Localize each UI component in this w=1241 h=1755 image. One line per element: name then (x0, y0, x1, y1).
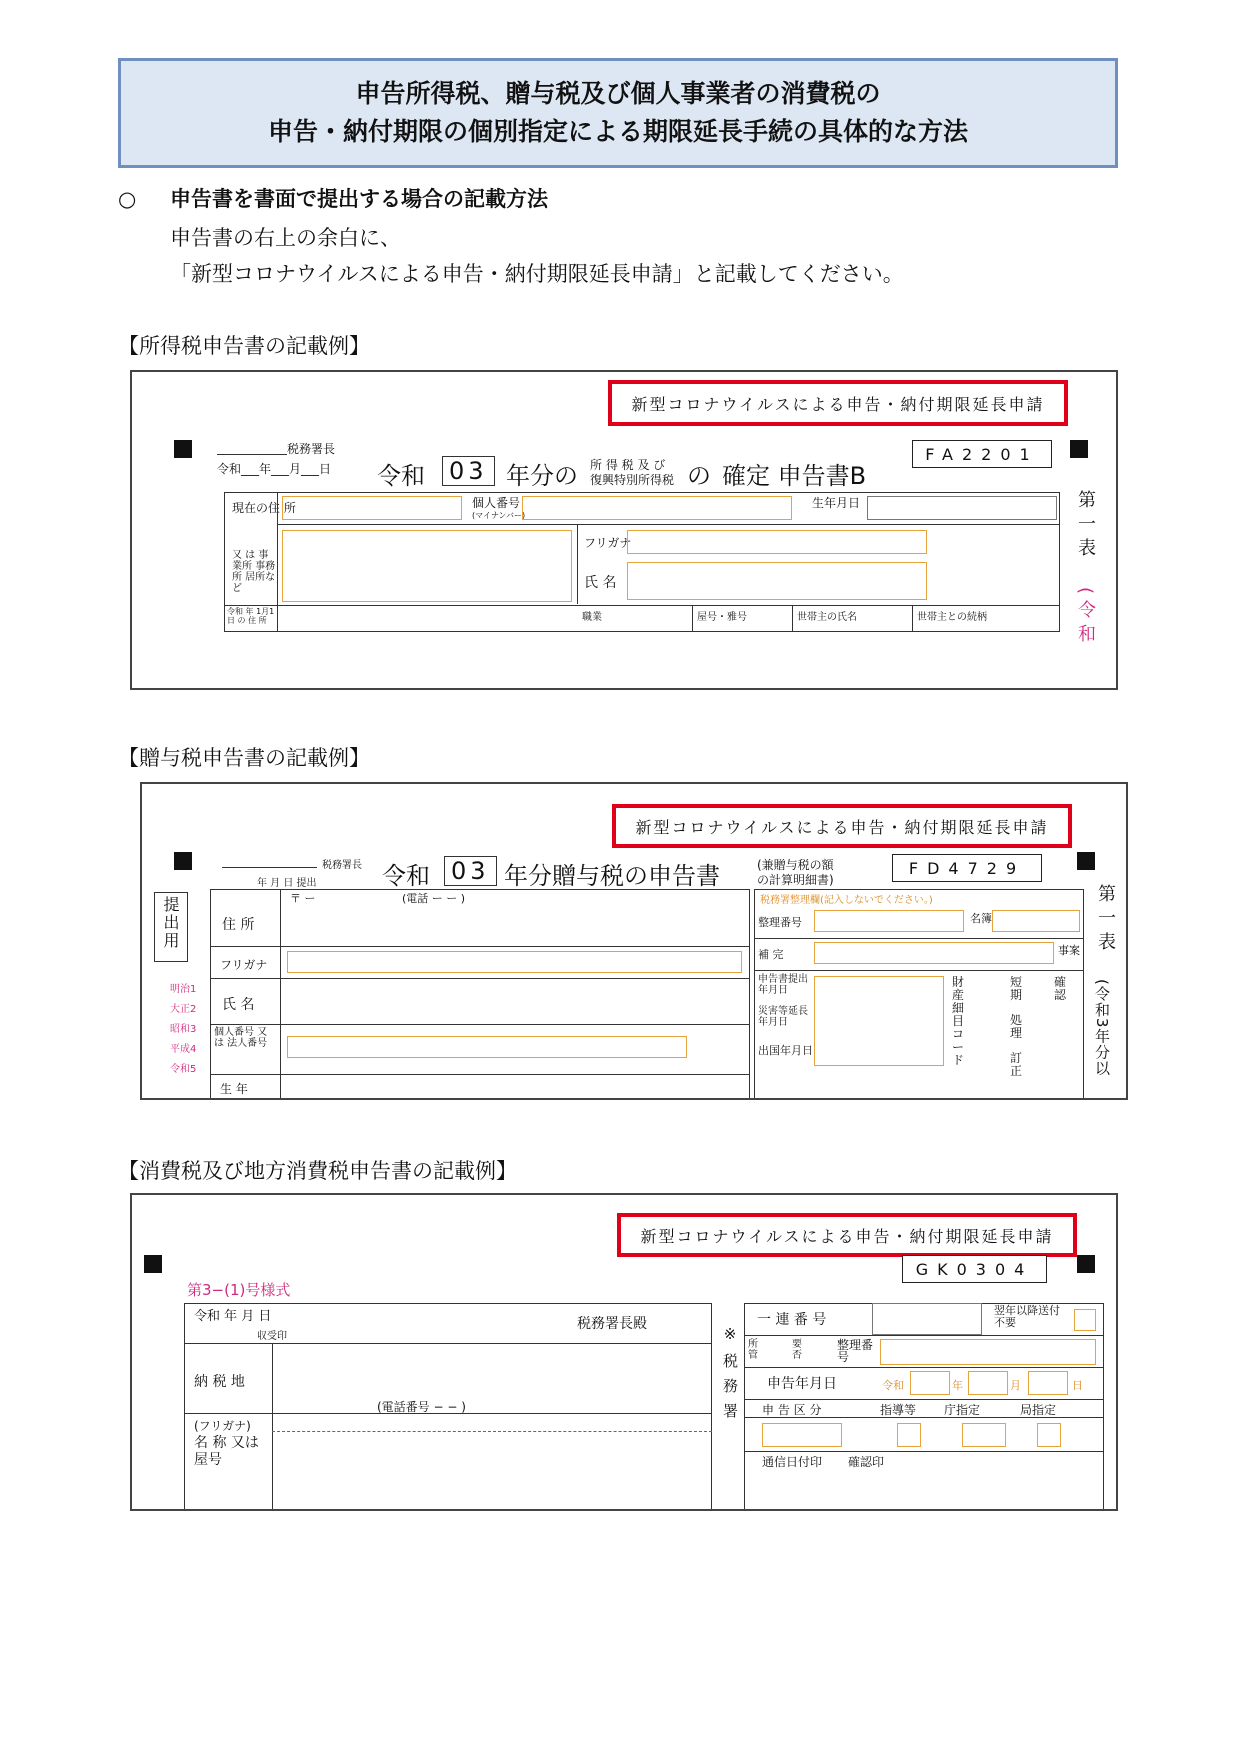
furigana-label: フリガナ (220, 958, 268, 972)
instruction-line1: 申告書の右上の余白に、 (170, 226, 401, 250)
page-title-line2: 申告・納付期限の個別指定による期限延長手続の具体的な方法 (267, 117, 968, 146)
hokan-label: 補 完 (758, 948, 784, 961)
my-number-sub: (マイナンバー) (472, 511, 526, 520)
seiri-label: 整理番号 (758, 916, 802, 929)
meibo-label: 名簿 (970, 912, 992, 925)
income-form-label: 【所得税申告書の記載例】 (118, 334, 370, 358)
birth-label: 生年月日 (812, 496, 861, 510)
address-label: 住 所 (222, 917, 255, 933)
householder-label: 世帯主の氏名 (797, 612, 857, 623)
year-box: 03 (444, 856, 497, 886)
corner-mark (1070, 440, 1088, 458)
office-label: 税務署長 (322, 860, 362, 871)
shinkoku-label: 申告書提出年月日 (758, 974, 808, 996)
form-number: 第3−(1)号様式 (187, 1281, 291, 1299)
my-number-label: 個人番号 (472, 496, 521, 510)
instruction-heading: ○ 申告書を書面で提出する場合の記載方法 (118, 187, 548, 211)
or-label: 又 は 事業所 事務所 居所など (232, 550, 276, 594)
consumption-form-label: 【消費税及び地方消費税申告書の記載例】 (118, 1159, 517, 1183)
corner-mark (174, 440, 192, 458)
side-label-2: (令和3年分以 (1093, 979, 1111, 1077)
job-label: 職業 (582, 612, 602, 623)
jan1-label: 令和 年 1月1日 の 住 所 (227, 607, 275, 625)
date-line: 令和___年___月___日 (217, 462, 332, 476)
tsuki-label: 月 (1010, 1379, 1021, 1392)
nozeichi-label: 納 税 地 (194, 1374, 245, 1390)
mynum-label: 個人番号 又は 法人番号 (214, 1027, 268, 1049)
era-4: 平成4 (170, 1044, 197, 1055)
meisho-label: 名 称 又は屋号 (194, 1435, 259, 1468)
tsushin-label: 通信日付印 (762, 1455, 823, 1469)
form-code: GK0304 (902, 1255, 1047, 1283)
birth-label: 生 年 (220, 1082, 248, 1096)
gift-left-table (210, 889, 750, 1099)
hi-label: 日 (1072, 1379, 1083, 1392)
shoken-label: 所管 (748, 1339, 758, 1361)
jian-label: 事案 (1058, 944, 1080, 957)
teishutsu-label: 提出用 (161, 896, 180, 950)
name-label: 氏 名 (222, 997, 255, 1013)
income-form-example (130, 370, 1118, 690)
gift-sub2: の計算明細書) (757, 873, 834, 887)
gift-form-label: 【贈与税申告書の記載例】 (118, 746, 370, 770)
tanki-label: 短期 (1010, 975, 1023, 1002)
corner-mark (1077, 1255, 1095, 1273)
gift-form-example (140, 782, 1128, 1100)
shido-label: 指導等 (880, 1403, 917, 1417)
teisei-label: 訂正 (1010, 1051, 1023, 1078)
era-5: 令和5 (170, 1064, 197, 1075)
furigana-label: (フリガナ) (194, 1419, 251, 1433)
era-3: 昭和3 (170, 1024, 197, 1035)
nen-label: 年 (952, 1379, 963, 1392)
shop-label: 屋号・雅号 (697, 612, 747, 623)
instruction-line2: 「新型コロナウイルスによる申告・納付期限延長申請」と記載してください。 (170, 262, 904, 286)
income-form-title: 確定 申告書B (722, 462, 867, 490)
form-code: FD4729 (892, 854, 1042, 882)
corner-mark (174, 852, 192, 870)
cho-label: 庁指定 (944, 1403, 981, 1417)
kubun-label: 申 告 区 分 (762, 1403, 822, 1417)
era-label: 令和 (377, 462, 425, 490)
era-label: 令和 (382, 862, 430, 890)
side-label: 第一表 (1095, 884, 1116, 956)
office-label: 税務署長殿 (577, 1316, 647, 1332)
kakunin-label: 確認 (1054, 975, 1067, 1002)
office-label: 税務署長 (287, 442, 336, 456)
extension-request-note: 新型コロナウイルスによる申告・納付期限延長申請 (612, 804, 1072, 848)
zeimusho-label: ※税務署 (721, 1325, 739, 1428)
era-2: 大正2 (170, 1004, 197, 1015)
date-label: 令和 年 月 日 (194, 1309, 272, 1324)
shori-label: 処理 (1010, 1013, 1023, 1040)
renban-label: 一 連 番 号 (757, 1312, 827, 1328)
shinkoku-ymd-label: 申告年月日 (767, 1376, 837, 1392)
bullet-circle-icon: ○ (118, 187, 137, 211)
saigai-label: 災害等延長年月日 (758, 1006, 808, 1028)
consumption-form-example (130, 1193, 1118, 1511)
relation-label: 世帯主との続柄 (917, 612, 987, 623)
extension-request-note: 新型コロナウイルスによる申告・納付期限延長申請 (608, 380, 1068, 426)
name-label: 氏 名 (584, 575, 617, 591)
tel-label: (電話 ー ー ) (402, 892, 466, 905)
gift-form-title: 年分贈与税の申告書 (504, 862, 720, 890)
zip-label: 〒 ー (290, 892, 316, 905)
corner-mark (1077, 852, 1095, 870)
kakunin-label: 確認印 (848, 1455, 885, 1469)
tel-label: (電話番号 − − ) (377, 1400, 466, 1414)
office-use-label: 税務署整理欄(記入しないでください。) (760, 895, 933, 906)
form-code: FA2201 (912, 440, 1052, 468)
zaisan-label: 財産細目コード (952, 975, 965, 1067)
address-label: 現在の住 所 (232, 501, 296, 515)
stamp-label: 収受印 (257, 1331, 287, 1342)
furigana-label: フリガナ (584, 536, 632, 550)
year-box: 03 (442, 456, 495, 486)
tax-kind-2: 復興特別所得税 (590, 473, 675, 487)
nenbun-label: 年分の (506, 462, 578, 490)
gift-sub1: (兼贈与税の額 (757, 858, 834, 872)
corner-mark (144, 1255, 162, 1273)
tax-kind-1: 所 得 税 及 び (590, 458, 666, 472)
kyoku-label: 局指定 (1020, 1403, 1057, 1417)
yokunen-label: 翌年以降送付不要 (994, 1304, 1060, 1329)
submit-date: 年 月 日 提出 (257, 878, 317, 889)
title-box (118, 58, 1118, 168)
seiri-label: 整理番号 (837, 1338, 874, 1364)
no-label: の (687, 462, 711, 490)
side-label-pink: (令和 (1075, 587, 1096, 649)
extension-request-note: 新型コロナウイルスによる申告・納付期限延長申請 (617, 1213, 1077, 1257)
era-1: 明治1 (170, 984, 197, 995)
shukkoku-label: 出国年月日 (758, 1044, 813, 1057)
page-title-line1: 申告所得税、贈与税及び個人事業者の消費税の (355, 79, 881, 108)
side-label: 第一表 (1075, 490, 1096, 562)
reiwa-label: 令和 (882, 1379, 904, 1392)
yohi-label: 要否 (792, 1339, 802, 1361)
